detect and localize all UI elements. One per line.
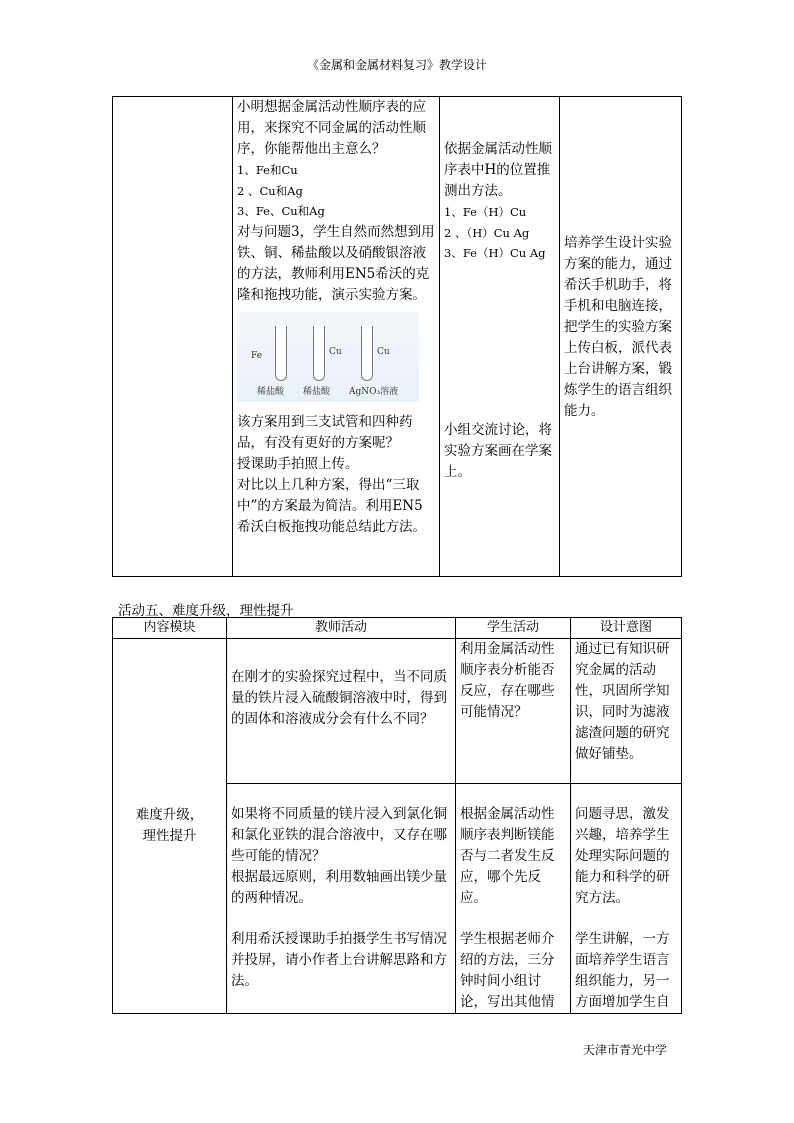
teacher-paragraph: 对与问题3，学生自然而然想到用铁、铜、稀盐酸以及硝酸银溶液的方法，教师利用EN5希沃的克隆和拖拽功能，演示实验方案。 xyxy=(237,223,435,303)
student-option: 1、Fe（H）Cu xyxy=(444,205,527,219)
tube-metal-label: Cu xyxy=(377,346,390,357)
student-activity-cell xyxy=(456,639,571,784)
teacher-option: 3、Fe、Cu和Ag xyxy=(237,204,325,218)
student-paragraph: 学生根据老师介绍的方法，三分钟时间小组讨论，写出其他情 xyxy=(460,931,555,1010)
student-paragraph: 根据金属活动性顺序表判断镁能否与二者发生反应，哪个先反应。 xyxy=(460,806,555,906)
module-cell-empty xyxy=(113,97,233,577)
module-label: 难度升级，理性提升 xyxy=(135,807,204,844)
design-intent-text: 学生讲解，一方面培养学生语言组织能力，另一方面增加学生自 xyxy=(575,931,670,1010)
teacher-paragraph: 根据最远原则，利用数轴画出镁少量的两种情况。 xyxy=(231,869,447,906)
teacher-paragraph: 如果将不同质量的镁片浸入到氯化铜和氯化亚铁的混合溶液中，又存在哪些可能的情况？ xyxy=(231,806,447,864)
tube-metal-label: Cu xyxy=(329,346,342,357)
design-intent-text: 通过已有知识研究金属的活动性，巩固所学知识，同时为滤液滤渣问题的研究做好铺垫。 xyxy=(575,641,670,762)
teacher-paragraph: 该方案用到三支试管和四种药品，有没有更好的方案呢？ xyxy=(237,413,413,451)
test-tube-icon xyxy=(313,326,325,381)
teacher-paragraph: 在刚才的实验探究过程中，当不同质量的铁片浸入硫酸铜溶液中时，得到的固体和溶液成分会有什么不同？ xyxy=(231,669,447,727)
design-intent-text: 问题寻思，激发兴趣，培养学生处理实际问题的能力和科学的研究方法。 xyxy=(575,806,670,906)
page-header: 《金属和金属材料复习》教学设计 xyxy=(306,58,487,72)
column-header: 设计意图 xyxy=(571,618,682,639)
school-footer: 天津市青光中学 xyxy=(583,1043,668,1057)
teacher-option: 2 、Cu和Ag xyxy=(237,183,303,198)
tube-caption: 稀盐酸 xyxy=(257,386,285,397)
student-option: 2 、（H）Cu Ag xyxy=(444,225,530,240)
test-tube-icon xyxy=(275,326,287,381)
teacher-paragraph: 利用希沃授课助手拍摄学生书写情况并投屏，请小作者上台讲解思路和方法。 xyxy=(231,931,447,989)
activity-five-table xyxy=(112,617,682,1014)
teacher-activity-cell xyxy=(233,97,440,577)
teacher-activity-cell xyxy=(227,784,456,1014)
tube-metal-label: Fe xyxy=(251,350,263,361)
student-option: 3、Fe（H）Cu Ag xyxy=(444,246,546,260)
design-intent-text: 培养学生设计实验方案的能力，通过希沃手机助手，将手机和电脑连接，把学生的实验方案上传白板，派代表上台讲解方案，锻炼学生的语言组织能力。 xyxy=(564,235,672,419)
module-cell xyxy=(113,639,227,1014)
teacher-paragraph: 对比以上几种方案，得出“三取中”的方案最为简洁。利用EN5希沃白板拖拽功能总结此方法。 xyxy=(237,476,426,535)
section-title: 活动五、难度升级，理性提升 xyxy=(118,603,294,619)
design-intent-cell xyxy=(571,639,682,784)
design-intent-cell xyxy=(571,784,682,1014)
teacher-option: 1、Fe和Cu xyxy=(237,163,298,177)
column-header: 学生活动 xyxy=(456,618,571,639)
tube-caption: 稀盐酸 xyxy=(303,386,331,397)
student-paragraph: 利用金属活动性顺序表分析能否反应，存在哪些可能情况？ xyxy=(460,641,555,720)
student-activity-cell xyxy=(456,784,571,1014)
tube-caption: AgNO₃溶液 xyxy=(349,386,399,397)
column-header: 教师活动 xyxy=(227,618,456,639)
teacher-question: 小明想据金属活动性顺序表的应用，来探究不同金属的活动性顺序，你能帮他出主意么？ xyxy=(237,99,426,157)
column-header: 内容模块 xyxy=(113,618,227,639)
test-tube-icon xyxy=(361,326,373,381)
activity-table-continued xyxy=(112,96,682,577)
design-intent-cell xyxy=(560,97,682,577)
student-paragraph: 依据金属活动性顺序表中H的位置推测出方法。 xyxy=(444,141,552,199)
teacher-activity-cell xyxy=(227,639,456,784)
student-paragraph: 小组交流讨论，将实验方案画在学案上。 xyxy=(444,421,552,480)
student-activity-cell xyxy=(440,97,560,577)
test-tube-figure xyxy=(237,312,419,402)
teacher-paragraph: 授课助手拍照上传。 xyxy=(237,455,359,472)
